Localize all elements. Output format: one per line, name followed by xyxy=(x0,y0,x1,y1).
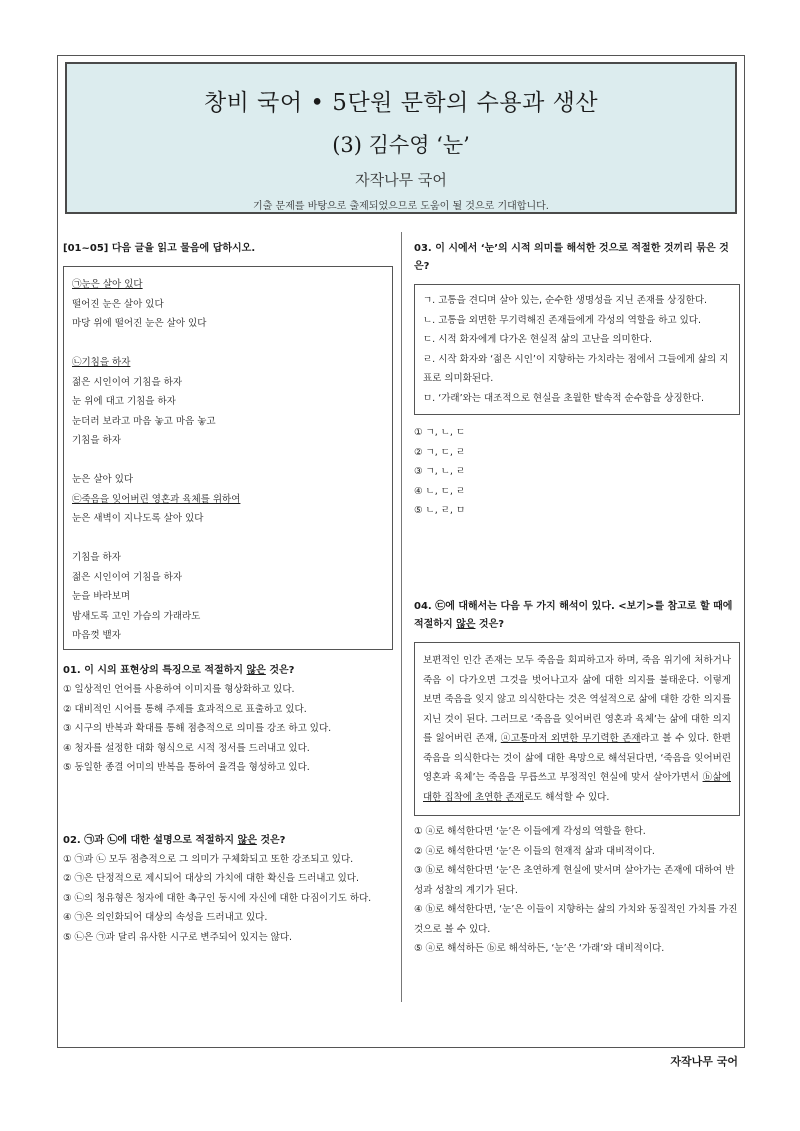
answer-option[interactable]: ③ ⓑ로 해석한다면 ‘눈’은 초연하게 현실에 맞서며 살아가는 존재에 대하여 반성과 성찰의 계기가 된다. xyxy=(414,865,735,896)
poem-line: 밤새도록 고인 가슴의 가래라도 xyxy=(72,610,201,622)
question-1-heading: 01. 이 시의 표현상의 특징으로 적절하지 않은 것은? xyxy=(63,665,295,676)
answer-option[interactable]: ⑤ 동일한 종결 어미의 반복을 통하여 율격을 형성하고 있다. xyxy=(63,762,310,773)
statement-item: ㄱ. 고통을 견디며 살아 있는, 순수한 생명성을 지닌 존재를 상징한다. xyxy=(423,295,708,306)
page-title: 창비 국어 • 5단원 문학의 수용과 생산 xyxy=(203,90,599,116)
header-box xyxy=(65,62,737,214)
answer-option[interactable]: ③ ㉡의 청유형은 청자에 대한 촉구인 동시에 자신에 대한 다짐이기도 하다. xyxy=(63,892,372,904)
answer-option[interactable]: ⑤ ㉡은 ㉠과 달리 유사한 시구로 변주되어 있지는 않다. xyxy=(63,931,293,943)
question-3-heading: 03. 이 시에서 ‘눈’의 시적 의미를 해석한 것으로 적절한 것끼리 묶은 것은? xyxy=(414,243,729,272)
poem-line: 마음껏 뱉자 xyxy=(72,630,121,641)
statement-item: ㄹ. 시작 화자와 ‘젊은 시인’이 지향하는 가치라는 점에서 그들에게 삶의 지표로 의미화된다. xyxy=(423,353,729,384)
poem-line: 눈은 새벽이 지나도록 살아 있다 xyxy=(72,513,204,524)
poem-line: ㉠눈은 살아 있다 xyxy=(72,279,143,290)
question-4-heading: 04. ㉢에 대해서는 다음 두 가지 해석이 있다. <보기>를 참고로 할 때에 적절하지 않은 것은? xyxy=(414,601,733,630)
question-1 xyxy=(63,662,393,778)
bogi-highlight-a: ⓐ고통마저 외면한 무기력한 존재 xyxy=(500,733,641,744)
column-divider xyxy=(401,232,402,1002)
poem-box xyxy=(63,266,393,650)
answer-option[interactable]: ② ⓐ로 해석한다면 ‘눈’은 이들의 현재적 삶과 대비적이다. xyxy=(414,845,655,857)
question-2-heading: 02. ㉠과 ㉡에 대한 설명으로 적절하지 않은 것은? xyxy=(63,834,286,846)
answer-option[interactable]: ④ ⓑ로 해석한다면, ‘눈’은 이들이 지향하는 삶의 가치와 동질적인 가치를 가진 것으로 볼 수 있다. xyxy=(414,904,738,935)
page-subtitle: (3) 김수영 ‘눈’ xyxy=(332,133,470,157)
bogi-highlight-b: ⓑ삶에 대한 집착에 초연한 존재 xyxy=(423,772,731,803)
answer-option[interactable]: ③ 시구의 반복과 확대를 통해 점층적으로 의미를 강조 하고 있다. xyxy=(63,723,332,734)
poem-line: 기침을 하자 xyxy=(72,552,121,563)
question-2 xyxy=(63,832,393,948)
poem-line: 눈 위에 대고 기침을 하자 xyxy=(72,396,176,407)
instruction: [01~05] 다음 글을 읽고 물음에 답하시오. xyxy=(63,243,256,254)
poem-line: 젊은 시인이여 기침을 하자 xyxy=(72,571,183,583)
answer-option[interactable]: ① ㉠과 ㉡ 모두 점층적으로 그 의미가 구체화되고 또한 강조되고 있다. xyxy=(63,853,354,865)
answer-option[interactable]: ④ ㉠은 의인화되어 대상의 속성을 드러내고 있다. xyxy=(63,912,268,923)
answer-option[interactable]: ① ㄱ, ㄴ, ㄷ xyxy=(414,427,466,438)
statement-item: ㄷ. 시적 화자에게 다가온 현실적 삶의 고난을 의미한다. xyxy=(423,334,653,345)
poem-line: 눈더러 보라고 마음 놓고 마음 놓고 xyxy=(72,415,216,427)
left-column xyxy=(63,240,393,947)
statement-item: ㄴ. 고통을 외면한 무기력해진 존재들에게 각성의 역할을 하고 있다. xyxy=(423,314,701,326)
poem-line: 젊은 시인이여 기침을 하자 xyxy=(72,376,183,388)
poem-line: 떨어진 눈은 살아 있다 xyxy=(72,298,164,310)
question-4 xyxy=(414,598,740,959)
bogi-box xyxy=(414,642,740,816)
header-note: 기출 문제를 바탕으로 출제되었으므로 도움이 될 것으로 기대합니다. xyxy=(253,201,549,212)
poem-line: 마당 위에 떨어진 눈은 살아 있다 xyxy=(72,318,207,329)
answer-option[interactable]: ① ⓐ로 해석한다면 ‘눈’은 이들에게 각성의 역할을 한다. xyxy=(414,826,646,837)
statements-box xyxy=(414,284,740,415)
answer-option[interactable]: ⑤ ㄴ, ㄹ, ㅁ xyxy=(414,505,466,516)
right-column xyxy=(414,240,740,954)
answer-option[interactable]: ② ㉠은 단정적으로 제시되어 대상의 가치에 대한 확신을 드러내고 있다. xyxy=(63,873,359,884)
answer-option[interactable]: ② 대비적인 시어를 통해 주제를 효과적으로 표출하고 있다. xyxy=(63,703,307,715)
poem-line: ㉡기침을 하자 xyxy=(72,357,131,368)
statement-item: ㅁ. ‘가래’와는 대조적으로 현실을 초월한 탈속적 순수함을 상징한다. xyxy=(423,392,704,404)
bogi-text: 보편적인 인간 존재는 모두 죽음을 회피하고자 하며, 죽음 위기에 처하거나 죽음 이 다가오면 그것을 벗어나고자 삶에 대한 의지를 불태운다. 이렇게 보면 죽음을 잊지 않고 의식한다는 것은 역설적으로 삶에 대한 강한 의지를 지닌 것이 된다. 그러므로 ‘죽음을 잊어버린 영혼과 육체’는 삶에 대한 의지를 잃어버린 존재, ⓐ고통마저 외면한 무기력한 존재라고 볼 수 있다. 한편 죽음을 의식한다는 것이 삶에 대한 욕망으로 해석된다면, ‘죽음을 잊어버린 영혼과 육체’는 죽음을 무릅쓰고 부정적인 현실에 맞서 살아가면서 ⓑ삶에 대한 집착에 초연한 존재로도 해석할 수 있다. xyxy=(423,655,731,803)
poem-line: ㉢죽음을 잊어버린 영혼과 육체를 위하여 xyxy=(72,493,241,505)
answer-option[interactable]: ⑤ ⓐ로 해석하든 ⓑ로 해석하든, ‘눈’은 ‘가래’와 대비적이다. xyxy=(414,943,665,954)
question-3 xyxy=(414,240,740,521)
poem-line: 기침을 하자 xyxy=(72,435,121,446)
answer-option[interactable]: ② ㄱ, ㄷ, ㄹ xyxy=(414,446,466,458)
poem-line: 눈을 바라보며 xyxy=(72,591,131,602)
poem-line: 눈은 살아 있다 xyxy=(72,474,134,485)
brand-label: 자작나무 국어 xyxy=(355,171,447,189)
answer-option[interactable]: ① 일상적인 언어를 사용하여 이미지를 형상화하고 있다. xyxy=(63,684,295,695)
answer-option[interactable]: ③ ㄱ, ㄴ, ㄹ xyxy=(414,466,466,477)
answer-option[interactable]: ④ ㄴ, ㄷ, ㄹ xyxy=(414,485,466,497)
footer-brand: 자작나무 국어 xyxy=(670,1055,738,1068)
answer-option[interactable]: ④ 청자를 설정한 대화 형식으로 시적 정서를 드러내고 있다. xyxy=(63,742,310,754)
